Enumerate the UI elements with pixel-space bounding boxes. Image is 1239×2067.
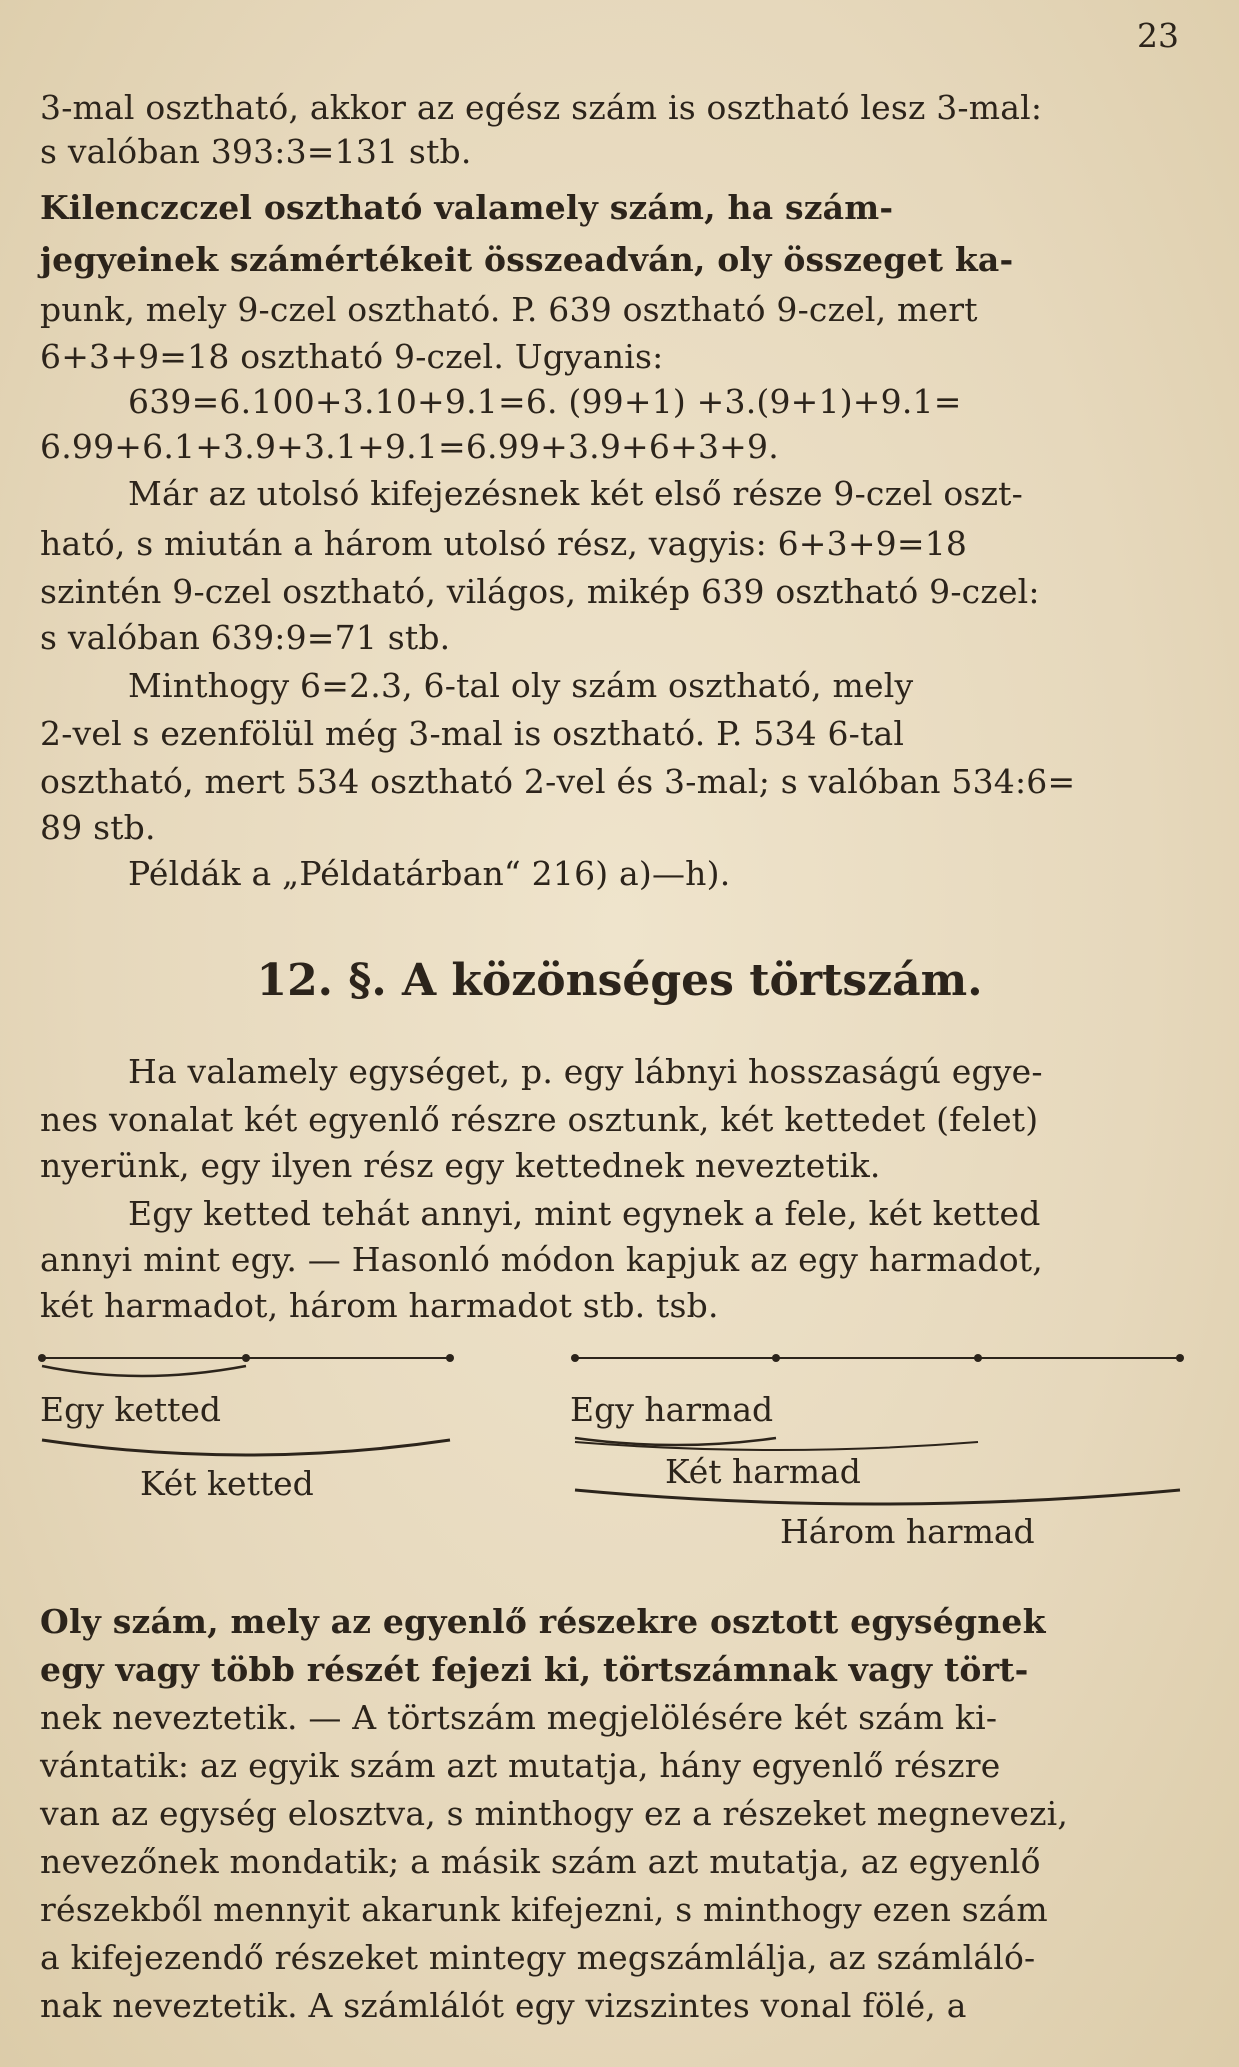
page-number: 23 xyxy=(1137,16,1179,55)
label-ket-ketted: Két ketted xyxy=(140,1464,314,1503)
label-egy-ketted: Egy ketted xyxy=(40,1390,222,1429)
text-line: 6+3+9=18 osztható 9-czel. Ugyanis: xyxy=(40,337,664,376)
text-line-bold: jegyeinek számértékeit összeadván, oly összeget ka- xyxy=(40,240,1014,279)
text-line: van az egység elosztva, s minthogy ez a részeket megnevezi, xyxy=(40,1794,1069,1833)
text-line: osztható, mert 534 osztható 2-vel és 3-mal; s valóban 534:6= xyxy=(40,762,1076,801)
text-line: Egy ketted tehát annyi, mint egynek a fele, két ketted xyxy=(128,1194,1041,1233)
text-line: a kifejezendő részeket mintegy megszámlálja, az számláló- xyxy=(40,1938,1036,1977)
label-egy-harmad: Egy harmad xyxy=(570,1390,774,1429)
text-line-bold: egy vagy több részét fejezi ki, törtszámnak vagy tört- xyxy=(40,1650,1029,1689)
text-line: s valóban 639:9=71 stb. xyxy=(40,618,451,657)
text-line: 89 stb. xyxy=(40,808,156,847)
text-line: 2-vel s ezenfölül még 3-mal is osztható. P. 534 6-tal xyxy=(40,714,905,753)
label-ket-harmad: Két harmad xyxy=(665,1452,861,1491)
text-line: s valóban 393:3=131 stb. xyxy=(40,132,472,171)
equation-line: 6.99+6.1+3.9+3.1+9.1=6.99+3.9+6+3+9. xyxy=(40,427,779,466)
text-line: nyerünk, egy ilyen rész egy kettednek neveztetik. xyxy=(40,1146,881,1185)
label-harom-harmad: Három harmad xyxy=(780,1512,1035,1551)
section-title: 12. §. A közönséges törtszám. xyxy=(256,955,983,1006)
text-line: nek neveztetik. — A törtszám megjelölésére két szám ki- xyxy=(40,1698,998,1737)
text-line: nak neveztetik. A számlálót egy vizszintes vonal fölé, a xyxy=(40,1986,967,2025)
text-line: ható, s miután a három utolsó rész, vagyis: 6+3+9=18 xyxy=(40,524,968,563)
text-line: részekből mennyit akarunk kifejezni, s minthogy ezen szám xyxy=(40,1890,1048,1929)
equation-line: 639=6.100+3.10+9.1=6. (99+1) +3.(9+1)+9.1= xyxy=(128,382,962,421)
text-line: punk, mely 9-czel osztható. P. 639 osztható 9-czel, mert xyxy=(40,290,978,329)
text-line-bold: Kilenczczel osztható valamely szám, ha szám- xyxy=(40,188,894,227)
text-line: Minthogy 6=2.3, 6-tal oly szám osztható, mely xyxy=(128,666,914,705)
text-line: szintén 9-czel osztható, világos, mikép 639 osztható 9-czel: xyxy=(40,572,1040,611)
text-line: nevezőnek mondatik; a másik szám azt mutatja, az egyenlő xyxy=(40,1842,1041,1881)
fraction-diagram xyxy=(30,1340,1190,1550)
examples-reference: Példák a „Példatárban“ 216) a)—h). xyxy=(128,854,731,893)
text-line-bold: Oly szám, mely az egyenlő részekre osztott egységnek xyxy=(40,1602,1046,1641)
text-line: Már az utolsó kifejezésnek két első része 9-czel oszt- xyxy=(128,474,1023,513)
text-line: 3-mal osztható, akkor az egész szám is osztható lesz 3-mal: xyxy=(40,88,1043,127)
text-line: két harmadot, három harmadot stb. tsb. xyxy=(40,1286,719,1325)
text-line: nes vonalat két egyenlő részre osztunk, két kettedet (felet) xyxy=(40,1100,1039,1139)
text-line: Ha valamely egységet, p. egy lábnyi hosszaságú egye- xyxy=(128,1052,1043,1091)
text-line: annyi mint egy. — Hasonló módon kapjuk az egy harmadot, xyxy=(40,1240,1043,1279)
text-line: vántatik: az egyik szám azt mutatja, hány egyenlő részre xyxy=(40,1746,1001,1785)
